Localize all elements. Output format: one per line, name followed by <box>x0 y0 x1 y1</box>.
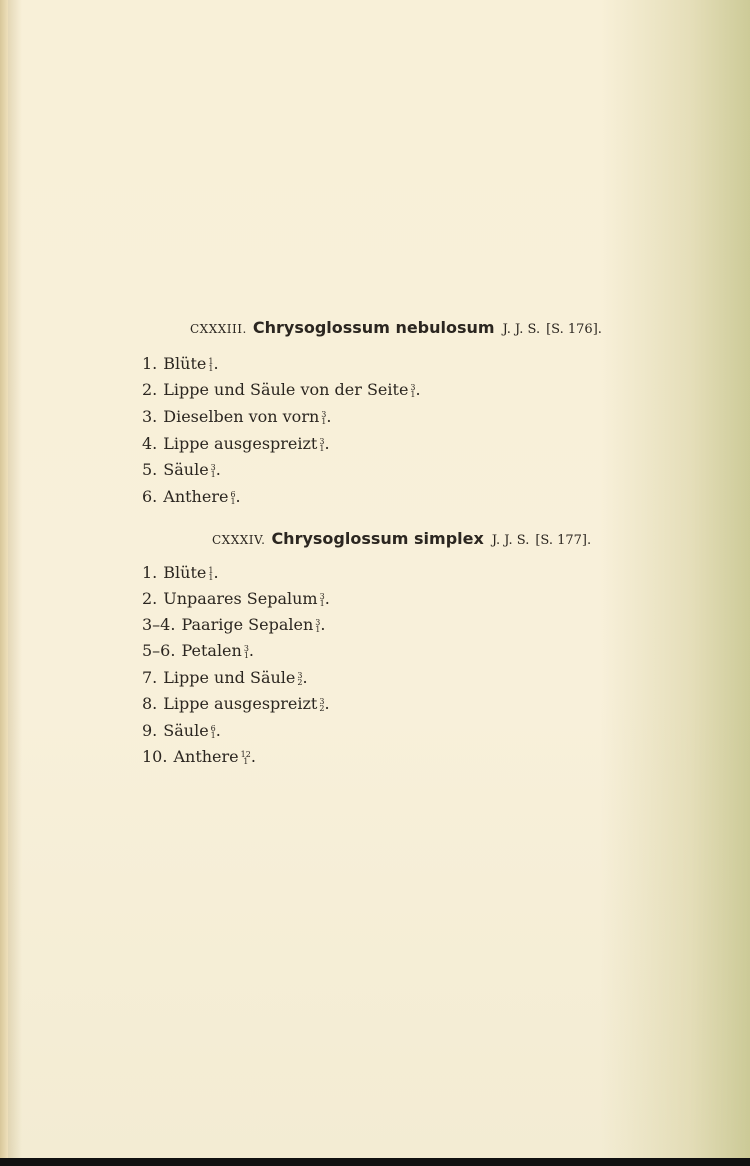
magnification-fraction: 3 2 <box>297 670 303 687</box>
item-text: Blüte <box>163 354 207 373</box>
list-item <box>142 380 421 400</box>
page-reference: [S. 177]. <box>535 533 592 548</box>
list-item <box>142 668 308 688</box>
list-item <box>142 354 219 374</box>
item-text: Petalen <box>181 641 242 660</box>
magnification-fraction: 3 1 <box>410 382 416 399</box>
list-item <box>142 589 330 609</box>
magnification-fraction: 12 1 <box>240 749 251 766</box>
item-tail: . <box>215 460 221 479</box>
author-abbrev: J. J. S. <box>491 533 530 548</box>
item-text: Lippe und Säule <box>163 668 296 687</box>
section-number: CXXXIV. <box>212 533 266 547</box>
magnification-fraction: 6 1 <box>230 489 236 506</box>
item-text: Lippe ausgespreizt <box>163 694 318 713</box>
item-number: 2. <box>142 380 158 399</box>
list-item <box>142 460 221 480</box>
item-number: 5–6. <box>142 641 176 660</box>
species-name: Chrysoglossum simplex <box>271 529 484 548</box>
list-item <box>142 407 331 427</box>
list-item <box>142 641 254 661</box>
item-number: 9. <box>142 721 158 740</box>
item-number: 8. <box>142 694 158 713</box>
item-tail: . <box>213 354 219 373</box>
item-tail: . <box>235 487 241 506</box>
magnification-fraction: 3 1 <box>243 643 249 660</box>
item-tail: . <box>326 407 332 426</box>
item-number: 3–4. <box>142 615 176 634</box>
item-number: 7. <box>142 668 158 687</box>
list-item <box>142 487 241 507</box>
author-abbrev: J. J. S. <box>502 322 541 337</box>
item-text: Paarige Sepalen <box>181 615 314 634</box>
magnification-fraction: 3 2 <box>319 696 325 713</box>
item-text: Säule <box>163 460 209 479</box>
item-tail: . <box>324 589 330 608</box>
item-number: 3. <box>142 407 158 426</box>
section-heading-cxxxiv <box>212 529 591 548</box>
item-number: 2. <box>142 589 158 608</box>
species-name: Chrysoglossum nebulosum <box>252 318 495 337</box>
item-text: Lippe ausgespreizt <box>163 434 318 453</box>
page-reference: [S. 176]. <box>546 322 602 337</box>
item-tail: . <box>248 641 255 660</box>
list-item <box>142 694 330 714</box>
list-item <box>142 747 256 767</box>
item-tail: . <box>250 747 256 766</box>
list-item <box>142 563 219 583</box>
item-text: Anthere <box>173 747 239 766</box>
item-tail: . <box>324 694 330 713</box>
item-tail: . <box>415 380 421 399</box>
list-item <box>142 721 221 741</box>
item-tail: . <box>213 563 219 582</box>
section-number: CXXXIII. <box>190 322 247 336</box>
item-number: 4. <box>142 434 158 453</box>
item-text: Säule <box>163 721 209 740</box>
item-number: 1. <box>142 563 158 582</box>
list-item <box>142 615 325 635</box>
magnification-fraction: 6 1 <box>210 723 216 740</box>
page-spine <box>0 0 8 1158</box>
item-number: 5. <box>142 460 158 479</box>
magnification-fraction: 3 1 <box>319 591 325 608</box>
item-text: Dieselben von vorn <box>163 407 320 426</box>
item-tail: . <box>302 668 308 687</box>
magnification-fraction: 1 1 <box>208 565 214 582</box>
magnification-fraction: 3 1 <box>321 409 327 426</box>
item-tail: . <box>324 434 330 453</box>
magnification-fraction: 3 1 <box>319 436 325 453</box>
item-text: Anthere <box>163 487 229 506</box>
list-item <box>142 434 330 454</box>
item-number: 1. <box>142 354 158 373</box>
section-heading-cxxxiii <box>190 318 602 337</box>
magnification-fraction: 3 1 <box>315 617 321 634</box>
magnification-fraction: 1 1 <box>208 356 214 373</box>
item-text: Lippe und Säule von der Seite <box>163 380 409 399</box>
item-tail: . <box>320 615 326 634</box>
item-tail: . <box>215 721 221 740</box>
item-text: Unpaares Sepalum <box>163 589 318 608</box>
magnification-fraction: 3 1 <box>210 462 216 479</box>
item-number: 10. <box>142 747 168 766</box>
item-text: Blüte <box>163 563 207 582</box>
item-number: 6. <box>142 487 158 506</box>
scan-bottom-edge <box>0 1158 750 1166</box>
